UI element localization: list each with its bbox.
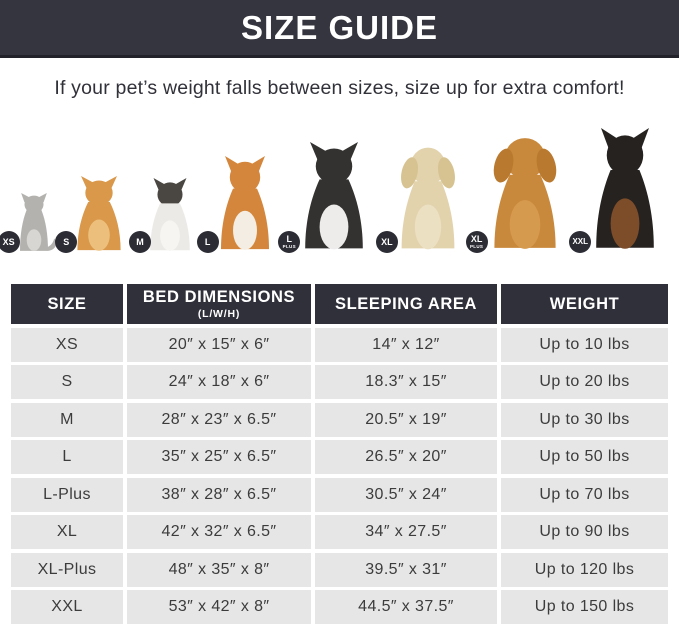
weight-cell: Up to 70 lbs xyxy=(501,478,668,512)
size-badge-label: M xyxy=(136,236,144,247)
pet-photo-doberman xyxy=(572,128,673,254)
sleeping-area-cell: 39.5″ x 31″ xyxy=(315,553,497,587)
sleeping-area-cell: 30.5″ x 24″ xyxy=(315,478,497,512)
size-guide-table xyxy=(11,284,668,624)
pet-size-illustrations xyxy=(0,108,679,260)
bed-dimensions-cell: 24″ x 18″ x 6″ xyxy=(127,365,311,399)
bed-dimensions-cell: 48″ x 35″ x 8″ xyxy=(127,553,311,587)
size-badge-label: XXL xyxy=(572,237,589,246)
size-badge-label: L xyxy=(286,233,293,244)
weight-cell: Up to 50 lbs xyxy=(501,440,668,474)
col-header-bed-dimensions xyxy=(127,284,311,324)
size-cell: L xyxy=(11,440,123,474)
pet-photo-cat xyxy=(2,192,62,254)
bed-dimensions-cell: 20″ x 15″ x 6″ xyxy=(127,328,311,362)
pet-photo-border-collie xyxy=(282,142,382,254)
size-badge-label: XL xyxy=(470,233,483,244)
size-badge-l xyxy=(197,231,219,253)
pet-photo-shiba-inu xyxy=(205,156,285,254)
col-header-size xyxy=(11,284,123,324)
size-cell: XL xyxy=(11,515,123,549)
border-collie-silhouette xyxy=(286,142,382,254)
col-header-sleeping-area xyxy=(315,284,497,324)
weight-cell: Up to 90 lbs xyxy=(501,515,668,549)
bed-dimensions-cell: 28″ x 23″ x 6.5″ xyxy=(127,403,311,437)
sleeping-area-cell: 18.3″ x 15″ xyxy=(315,365,497,399)
size-cell: XS xyxy=(11,328,123,362)
size-cell: S xyxy=(11,365,123,399)
doberman-silhouette xyxy=(577,128,673,254)
weight-cell: Up to 30 lbs xyxy=(501,403,668,437)
col-header-weight xyxy=(501,284,668,324)
sleeping-area-cell: 26.5″ x 20″ xyxy=(315,440,497,474)
size-cell: XL-Plus xyxy=(11,553,123,587)
size-badge-plus-label: PLUS xyxy=(469,243,484,249)
page-title: SIZE GUIDE xyxy=(240,8,439,46)
bed-dimensions-cell: 38″ x 28″ x 6.5″ xyxy=(127,478,311,512)
golden-retriever-silhouette xyxy=(474,132,576,254)
col-header-label: SLEEPING AREA xyxy=(335,294,477,313)
size-badge-label: XL xyxy=(381,236,393,247)
pet-photo-pomeranian xyxy=(63,176,135,254)
weight-cell: Up to 120 lbs xyxy=(501,553,668,587)
size-badge-xs xyxy=(0,231,20,253)
size-cell: L-Plus xyxy=(11,478,123,512)
size-badge-label: XS xyxy=(2,236,15,247)
sleeping-area-cell: 14″ x 12″ xyxy=(315,328,497,362)
size-guide-banner xyxy=(0,0,679,58)
col-header-subtext: (L/W/H) xyxy=(197,308,241,320)
sleeping-area-cell: 20.5″ x 19″ xyxy=(315,403,497,437)
sleeping-area-cell: 44.5″ x 37.5″ xyxy=(315,590,497,624)
bed-dimensions-cell: 53″ x 42″ x 8″ xyxy=(127,590,311,624)
size-badge-plus-label: PLUS xyxy=(282,243,296,249)
pet-photo-labrador xyxy=(381,142,472,254)
size-badge-m xyxy=(129,231,151,253)
bed-dimensions-cell: 35″ x 25″ x 6.5″ xyxy=(127,440,311,474)
weight-cell: Up to 10 lbs xyxy=(501,328,668,362)
pet-photo-french-bulldog xyxy=(137,178,203,254)
size-badge-xl-plus xyxy=(466,231,488,253)
size-badge-label: S xyxy=(63,236,70,247)
weight-cell: Up to 20 lbs xyxy=(501,365,668,399)
bed-dimensions-cell: 42″ x 32″ x 6.5″ xyxy=(127,515,311,549)
col-header-label: SIZE xyxy=(47,294,87,313)
sizing-advice-text: If your pet’s weight falls between sizes, size up for extra comfort! xyxy=(54,77,625,99)
weight-cell: Up to 150 lbs xyxy=(501,590,668,624)
size-cell: XXL xyxy=(11,590,123,624)
sleeping-area-cell: 34″ x 27.5″ xyxy=(315,515,497,549)
col-header-label: BED DIMENSIONS xyxy=(142,288,296,306)
size-badge-label: L xyxy=(204,236,211,247)
col-header-label: WEIGHT xyxy=(549,294,620,313)
pet-photo-golden-retriever xyxy=(469,132,576,254)
size-cell: M xyxy=(11,403,123,437)
size-badge-xl xyxy=(376,231,398,253)
